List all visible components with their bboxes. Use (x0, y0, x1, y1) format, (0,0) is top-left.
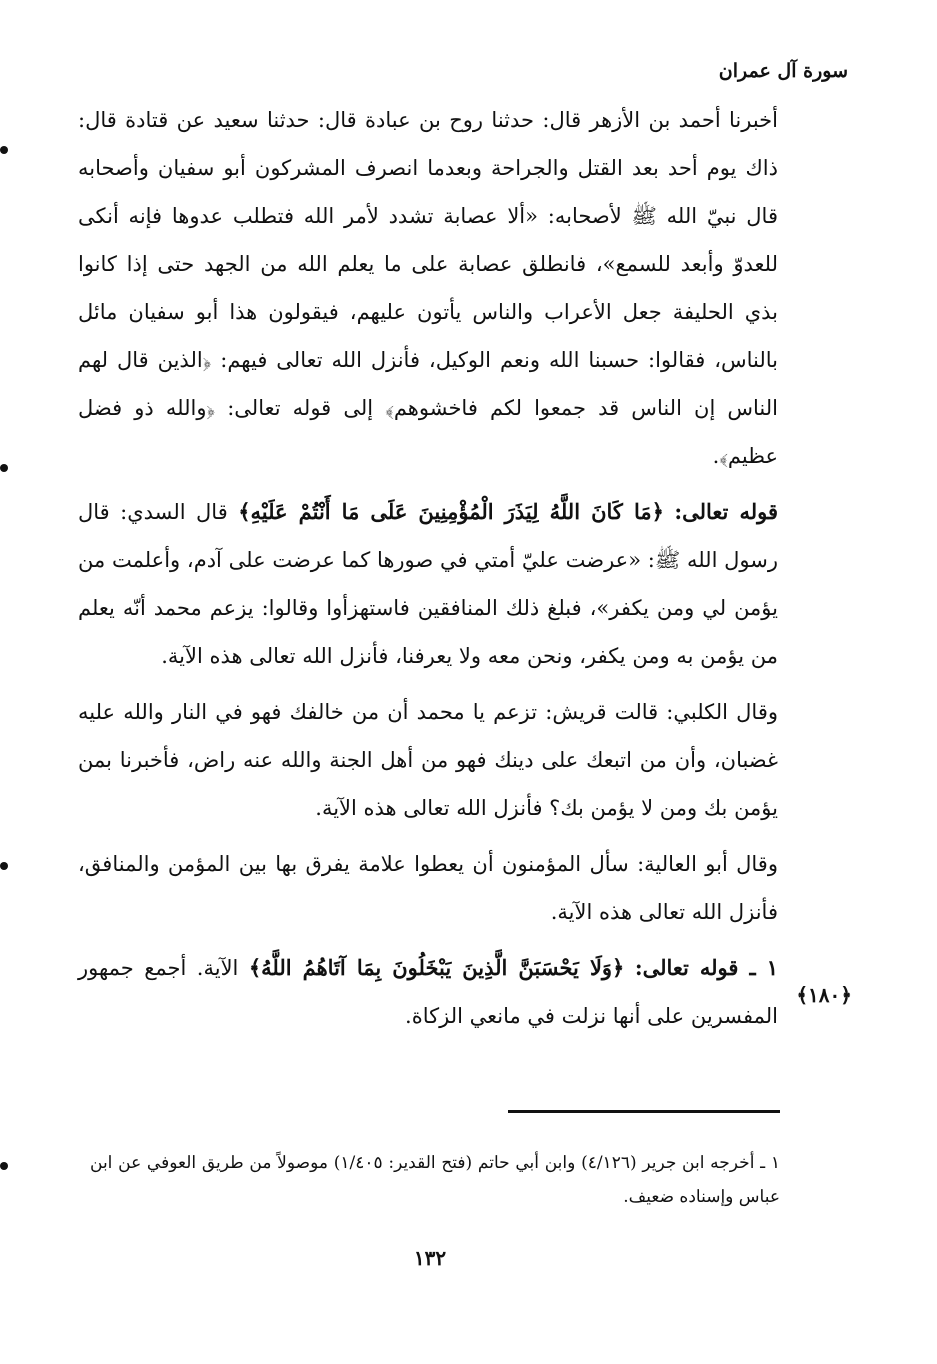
section-text: قال السدي: قال رسول الله ﷺ: «عرضت عليّ أمتي في صورها كما عرضت على آدم، وأعلمت من يؤمن لي ومن يكفر»، فبلغ ذلك المنافقين فاستهزأوا وقالوا: يزعم محمد أنّه يعلم من يؤمن به ومن يكفر، ونحن معه ولا يعرفنا، فأنزل الله تعالى هذه الآية. (78, 500, 778, 668)
quran-verse-180: ﴿وَلَا يَحْسَبَنَّ الَّذِينَ يَبْخَلُونَ بِمَا آتَاهُمُ اللَّهُ﴾ (248, 955, 625, 980)
verse-180-suffix: الآية. (196, 956, 239, 980)
main-text (78, 96, 778, 1040)
section-lead: قوله تعالى: (674, 499, 778, 524)
footnote-divider (508, 1110, 780, 1113)
binding-hole-mark (0, 1162, 8, 1170)
paragraph-qatada: أخبرنا أحمد بن الأزهر قال: حدثنا روح بن عبادة قال: حدثنا سعيد عن قتادة قال: ذاك يوم أحد بعد القتل والجراحة وبعدما انصرف المشركون أبو سفيان وأصحابه قال نبيّ الله ﷺ لأصحابه: «ألا عصابة تشدد لأمر الله فتطلب عدوها فإنه أنكى للعدوّ وأبعد للسمع»، فانطلق عصابة على ما يعلم الله من الجهد حتى إذا كانوا بذي الحليفة جعل الأعراب والناس يأتون عليهم، فيقولون هذا أبو سفيان مائل بالناس، فقالوا: حسبنا الله ونعم الوكيل، فأنزل الله تعالى فيهم: ﴿الذين قال لهم الناس إن الناس قد جمعوا لكم فاخشوهم﴾ إلى قوله تعالى: ﴿والله ذو فضل عظيم﴾. (78, 108, 778, 468)
verse-180-lead: ١ ـ قوله تعالى: (634, 955, 778, 980)
binding-hole-mark (0, 146, 8, 154)
verse-180-text: أجمع جمهور المفسرين على أنها نزلت في مانعي الزكاة. (78, 956, 778, 1028)
quran-verse-179: ﴿مَا كَانَ اللَّهُ لِيَذَرَ الْمُؤْمِنِينَ عَلَى مَا أَنْتُمْ عَلَيْهِ﴾ (238, 499, 664, 524)
footnote: ١ ـ أخرجه ابن جرير (٤/١٢٦) وابن أبي حاتم (فتح القدير: ١/٤٠٥) موصولاً من طريق العوفي عن ابن عباس وإسناده ضعيف. (90, 1153, 780, 1207)
binding-hole-mark (0, 464, 8, 472)
verse-number-marker: ﴿١٨٠﴾ (796, 983, 852, 1007)
paragraph-kalbi: وقال الكلبي: قالت قريش: تزعم يا محمد أن من خالفك فهو في النار والله عليه غضبان، وأن من اتبعك على دينك فهو من أهل الجنة والله عنه راض، فأخبرنا بمن يؤمن بك ومن لا يؤمن بك؟ فأنزل الله تعالى هذه الآية. (78, 700, 778, 820)
page-header-title: سورة آل عمران (718, 60, 848, 82)
paragraph-abu-aliya: وقال أبو العالية: سأل المؤمنون أن يعطوا علامة يفرق بها بين المؤمن والمنافق، فأنزل الله تعالى هذه الآية. (78, 852, 778, 924)
section-verse-179 (78, 488, 778, 680)
page-number: ١٣٢ (413, 1246, 447, 1270)
binding-hole-mark (0, 862, 8, 870)
section-verse-180 (78, 944, 778, 1040)
